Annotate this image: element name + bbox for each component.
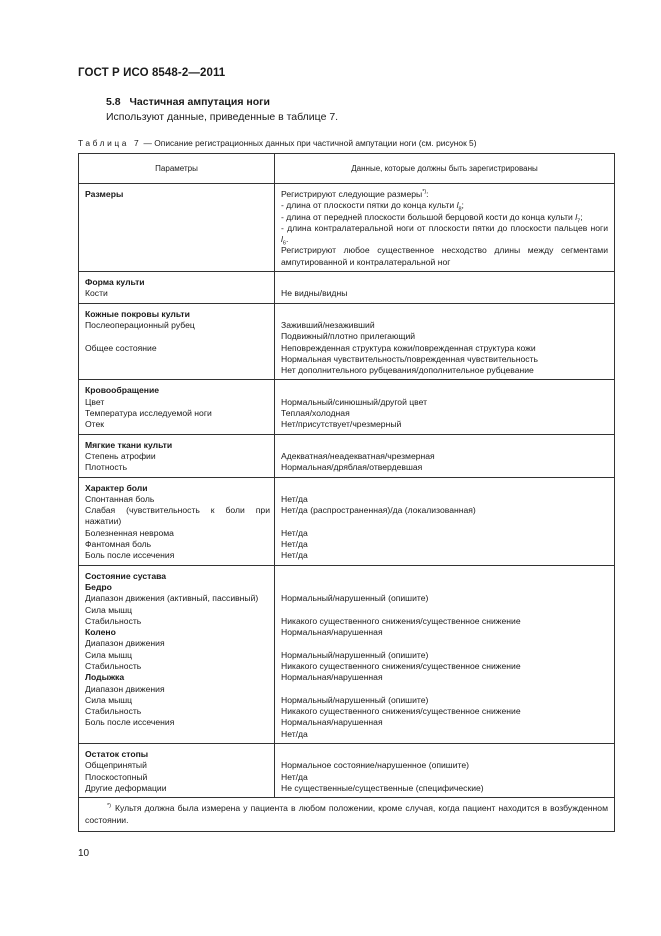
skin-param-cell (79, 303, 275, 380)
param-label: Отек (85, 419, 105, 430)
soft-tissue-param-cell (79, 434, 275, 477)
value-label: Не видны/видны (281, 288, 348, 299)
header-parameters: Параметры (79, 154, 275, 184)
param-label: Спонтанная боль (85, 493, 155, 504)
value-label: Нет/да (281, 728, 308, 739)
size-line-text: - длина контралатеральной ноги от плоскости пятки до плоскости пальцев ноги (281, 222, 608, 233)
value-label: Нормальное состояние/нарушенное (опишите) (281, 760, 469, 771)
section-title: Частичная ампутация ноги (129, 96, 270, 108)
table-caption-label: Таблица 7 (78, 138, 142, 148)
pain-title: Характер боли (85, 482, 148, 493)
size-param-cell (79, 184, 275, 272)
soft-tissue-title: Мягкие ткани культи (85, 439, 173, 450)
value-label: Заживший/незаживший (281, 319, 375, 330)
foot-param-cell (79, 744, 275, 798)
table-footnote: *) Культя должна была измерена у пациента в любом положении, кроме случая, когда пациент находится в возбужденном состоянии. (79, 798, 615, 832)
table-header-row (79, 154, 615, 184)
size-line-text: - длина от плоскости пятки до конца культи (281, 200, 457, 211)
size-value-cell (275, 184, 615, 272)
value-label: Никакого существенного снижения/существенное снижение (281, 706, 521, 717)
size-line: - длина контралатеральной ноги от плоскости пятки до плоскости пальцев ноги $l_6$. (281, 222, 608, 247)
param-label: Сила мышц (85, 694, 133, 705)
param-label: Послеоперационный рубец (85, 319, 195, 330)
param-label: Сила мышц (85, 604, 133, 615)
value-label: Нет/да (281, 771, 308, 782)
value-label: Нормальный/нарушенный (опишите) (281, 694, 429, 705)
value-label: Не существенные/существенные (специфические) (281, 782, 484, 793)
param-label: Кости (85, 288, 108, 299)
param-label: Фантомная боль (85, 539, 152, 550)
param-label: Другие деформации (85, 782, 167, 793)
circulation-param-cell (79, 380, 275, 434)
value-label: Нормальная/дряблая/отвердевшая (281, 462, 423, 473)
table-row-skin (79, 303, 615, 380)
param-label: Стабильность (85, 615, 142, 626)
value-label: Неповрежденная структура кожи/поврежденная структура кожи (281, 342, 536, 353)
stump-shape-title: Форма культи (85, 277, 145, 288)
ankle-title: Лодыжка (85, 672, 125, 683)
table-caption (78, 138, 477, 148)
value-label: Никакого существенного снижения/существенное снижение (281, 660, 521, 671)
foot-value-cell (275, 744, 615, 798)
registration-data-table (78, 153, 615, 832)
table-row-pain (79, 477, 615, 565)
param-label: Стабильность (85, 660, 142, 671)
header-data: Данные, которые должны быть зарегистрированы (275, 154, 615, 184)
stump-shape-param-cell (79, 272, 275, 304)
size-symbol: l (281, 234, 283, 245)
hip-title: Бедро (85, 581, 112, 592)
param-label: Степень атрофии (85, 450, 156, 461)
value-label: Нормальная/нарушенная (281, 672, 383, 683)
size-subscript: 8 (458, 207, 462, 214)
page-number: 10 (78, 848, 90, 859)
param-label: Общее состояние (85, 342, 157, 353)
footnote-text: Культя должна была измерена у пациента в любом положении, кроме случая, когда пациент находится в возбужденном состоянии. (85, 803, 608, 825)
value-label: Нормальная/нарушенная (281, 717, 383, 728)
param-label: Диапазон движения (85, 683, 165, 694)
param-label: Стабильность (85, 706, 142, 717)
section-heading (106, 96, 270, 108)
param-label: Диапазон движения (активный, пассивный) (85, 593, 259, 604)
size-subscript: 6 (282, 240, 286, 247)
value-label: Нет/да (распространенная)/да (локализованная) (281, 505, 476, 516)
param-label: Слабая (чувствительность к боли при нажатии) (85, 505, 270, 527)
param-label: Боль после иссечения (85, 550, 175, 561)
size-symbol: l (575, 211, 578, 222)
table-row-foot (79, 744, 615, 798)
size-line: Регистрируют следующие размеры*): (281, 189, 429, 199)
table-row-size (79, 184, 615, 272)
knee-title: Колено (85, 627, 116, 638)
joints-param-cell (79, 565, 275, 743)
value-label: Нет/да (281, 527, 308, 538)
table-row-soft-tissue (79, 434, 615, 477)
stump-shape-value-cell (275, 272, 615, 304)
param-label: Плотность (85, 462, 128, 473)
size-line-text: Регистрируют следующие размеры (281, 189, 423, 199)
size-line: - длина от плоскости пятки до конца культи $l_8$; (281, 200, 464, 214)
value-label: Нормальная/нарушенная (281, 627, 383, 638)
skin-value-cell (275, 303, 615, 380)
table-caption-text: — Описание регистрационных данных при частичной ампутации ноги (см. рисунок 5) (141, 138, 477, 148)
param-label: Температура исследуемой ноги (85, 408, 212, 419)
param-label: Боль после иссечения (85, 717, 175, 728)
value-label: Нет/присутствует/чрезмерный (281, 419, 402, 430)
size-line: - длина от передней плоскости большой берцовой кости до конца культи $l_7$; (281, 211, 583, 225)
joints-title: Состояние сустава (85, 570, 167, 581)
table-row-circulation (79, 380, 615, 434)
size-line-text: - длина от передней плоскости большой берцовой кости до конца культи (281, 211, 576, 222)
footnote-ref: *) (422, 189, 427, 196)
circulation-title: Кровообращение (85, 385, 160, 396)
value-label: Теплая/холодная (281, 408, 350, 419)
value-label: Нет дополнительного рубцевания/дополнительное рубцевание (281, 365, 534, 376)
value-label: Подвижный/плотно прилегающий (281, 331, 416, 342)
size-line: Регистрируют любое существенное несходство длины между сегментами ампутированной и контралатеральной ног (281, 245, 608, 267)
param-label: Общепринятый (85, 760, 147, 771)
size-title: Размеры (85, 189, 124, 199)
table-footnote-row (79, 798, 615, 832)
param-label: Цвет (85, 396, 105, 407)
skin-title: Кожные покровы культи (85, 308, 190, 319)
circulation-value-cell (275, 380, 615, 434)
section-number: 5.8 (106, 96, 121, 108)
foot-title: Остаток стопы (85, 749, 149, 760)
joints-value-cell (275, 565, 615, 743)
table-row-stump-shape (79, 272, 615, 304)
value-label: Нет/да (281, 539, 308, 550)
section-intro: Используют данные, приведенные в таблице 7. (106, 111, 339, 123)
value-label: Нормальный/нарушенный (опишите) (281, 649, 429, 660)
param-label: Диапазон движения (85, 638, 165, 649)
pain-value-cell (275, 477, 615, 565)
size-symbol: l (456, 200, 459, 211)
value-label: Нормальная чувствительность/поврежденная чувствительность (281, 353, 539, 364)
value-label: Нормальный/нарушенный (опишите) (281, 593, 429, 604)
document-code: ГОСТ Р ИСО 8548-2—2011 (78, 67, 226, 79)
value-label: Никакого существенного снижения/существенное снижение (281, 615, 521, 626)
param-label: Плоскостопный (85, 771, 148, 782)
table-row-joints (79, 565, 615, 743)
value-label: Нет/да (281, 550, 308, 561)
value-label: Нормальный/синюшный/другой цвет (281, 396, 428, 407)
param-label: Сила мышц (85, 649, 133, 660)
value-label: Нет/да (281, 493, 308, 504)
size-subscript: 7 (577, 218, 581, 225)
soft-tissue-value-cell (275, 434, 615, 477)
value-label: Адекватная/неадекватная/чрезмерная (281, 450, 435, 461)
param-label: Болезненная неврома (85, 527, 174, 538)
pain-param-cell (79, 477, 275, 565)
